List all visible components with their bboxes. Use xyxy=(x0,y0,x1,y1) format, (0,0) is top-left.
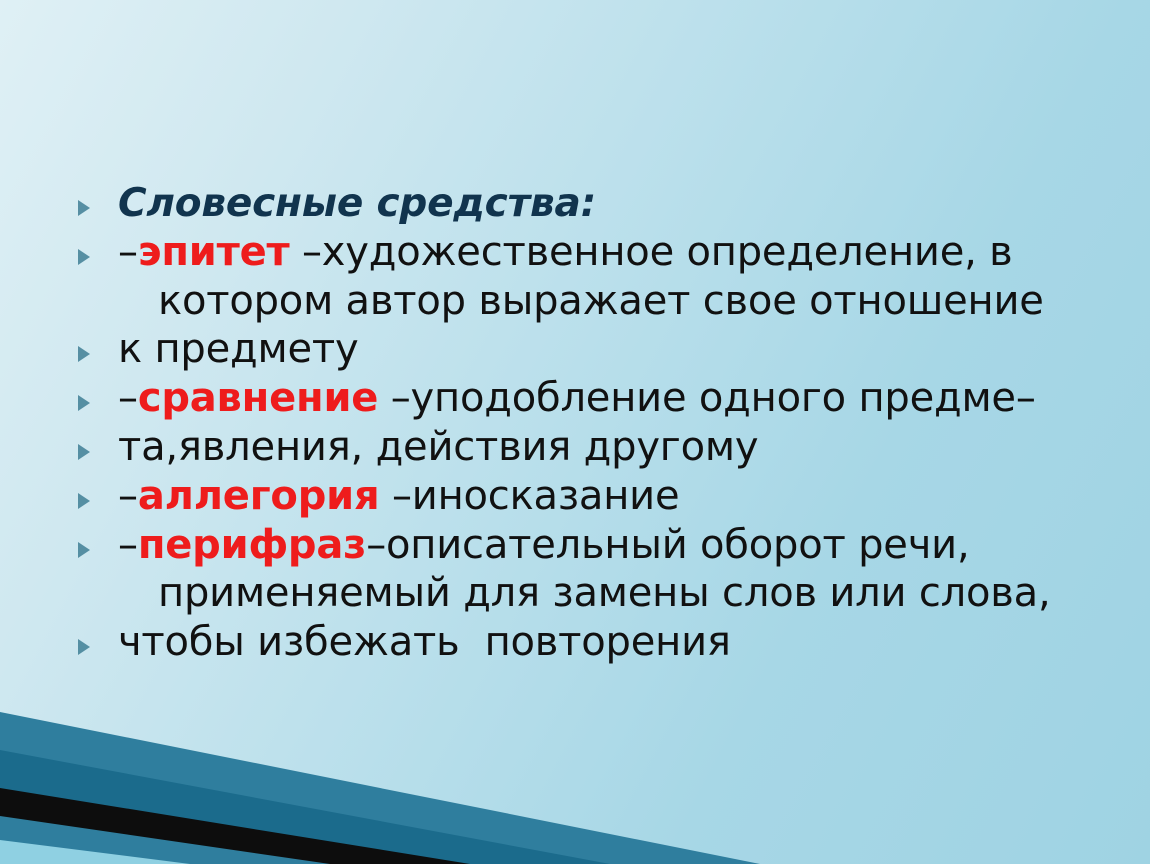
list-item xyxy=(78,522,1098,569)
list-item-text xyxy=(118,375,1098,422)
triangle-bullet-icon xyxy=(78,375,118,411)
highlighted-term: сравнение xyxy=(137,375,379,422)
list-item xyxy=(78,229,1098,276)
triangle-bullet-icon xyxy=(78,278,118,298)
text-run: –художественное определение, в xyxy=(289,228,1013,275)
list-item-text xyxy=(118,522,1098,569)
section-heading: : xyxy=(580,181,596,226)
text-run: –описательный оборот речи, xyxy=(366,521,970,568)
list-item-text xyxy=(118,229,1098,276)
highlighted-term: аллегория xyxy=(137,472,380,519)
triangle-bullet-icon xyxy=(78,229,118,265)
list-item xyxy=(78,424,1098,471)
text-run: – xyxy=(118,228,138,275)
list-item xyxy=(78,570,1098,617)
triangle-bullet-icon xyxy=(78,522,118,558)
text-run: котором автор выражает свое отношение xyxy=(158,277,1044,324)
corner-decoration xyxy=(0,684,760,864)
triangle-bullet-icon xyxy=(78,180,118,216)
text-run: чтобы избежать повторения xyxy=(118,619,731,666)
list-item-text xyxy=(118,619,1098,666)
triangle-bullet-icon xyxy=(78,326,118,362)
highlighted-term: эпитет xyxy=(137,228,290,275)
list-item xyxy=(78,180,1098,227)
list-item-text xyxy=(118,424,1098,471)
list-item xyxy=(78,278,1098,325)
triangle-bullet-icon xyxy=(78,424,118,460)
list-item xyxy=(78,375,1098,422)
text-run: к предмету xyxy=(118,326,359,373)
section-heading: Словесные средства xyxy=(118,181,581,226)
list-item-text xyxy=(118,570,1098,617)
list-item-text xyxy=(118,180,1098,227)
text-run: та,явления, действия другому xyxy=(118,423,759,470)
highlighted-term: перифраз xyxy=(137,521,367,568)
list-item xyxy=(78,619,1098,666)
triangle-bullet-icon xyxy=(78,619,118,655)
text-run: – xyxy=(118,375,138,422)
text-run: –уподобление одного предме– xyxy=(378,375,1036,422)
text-run: – xyxy=(118,472,138,519)
list-item-text xyxy=(118,278,1098,325)
slide-content-list xyxy=(78,180,1098,668)
text-run: применяемый для замены слов или слова, xyxy=(158,570,1051,617)
list-item-text xyxy=(118,473,1098,520)
text-run: –иносказание xyxy=(379,472,680,519)
triangle-bullet-icon xyxy=(78,570,118,590)
list-item xyxy=(78,473,1098,520)
list-item-text xyxy=(118,326,1098,373)
triangle-bullet-icon xyxy=(78,473,118,509)
text-run: – xyxy=(118,521,138,568)
list-item xyxy=(78,326,1098,373)
